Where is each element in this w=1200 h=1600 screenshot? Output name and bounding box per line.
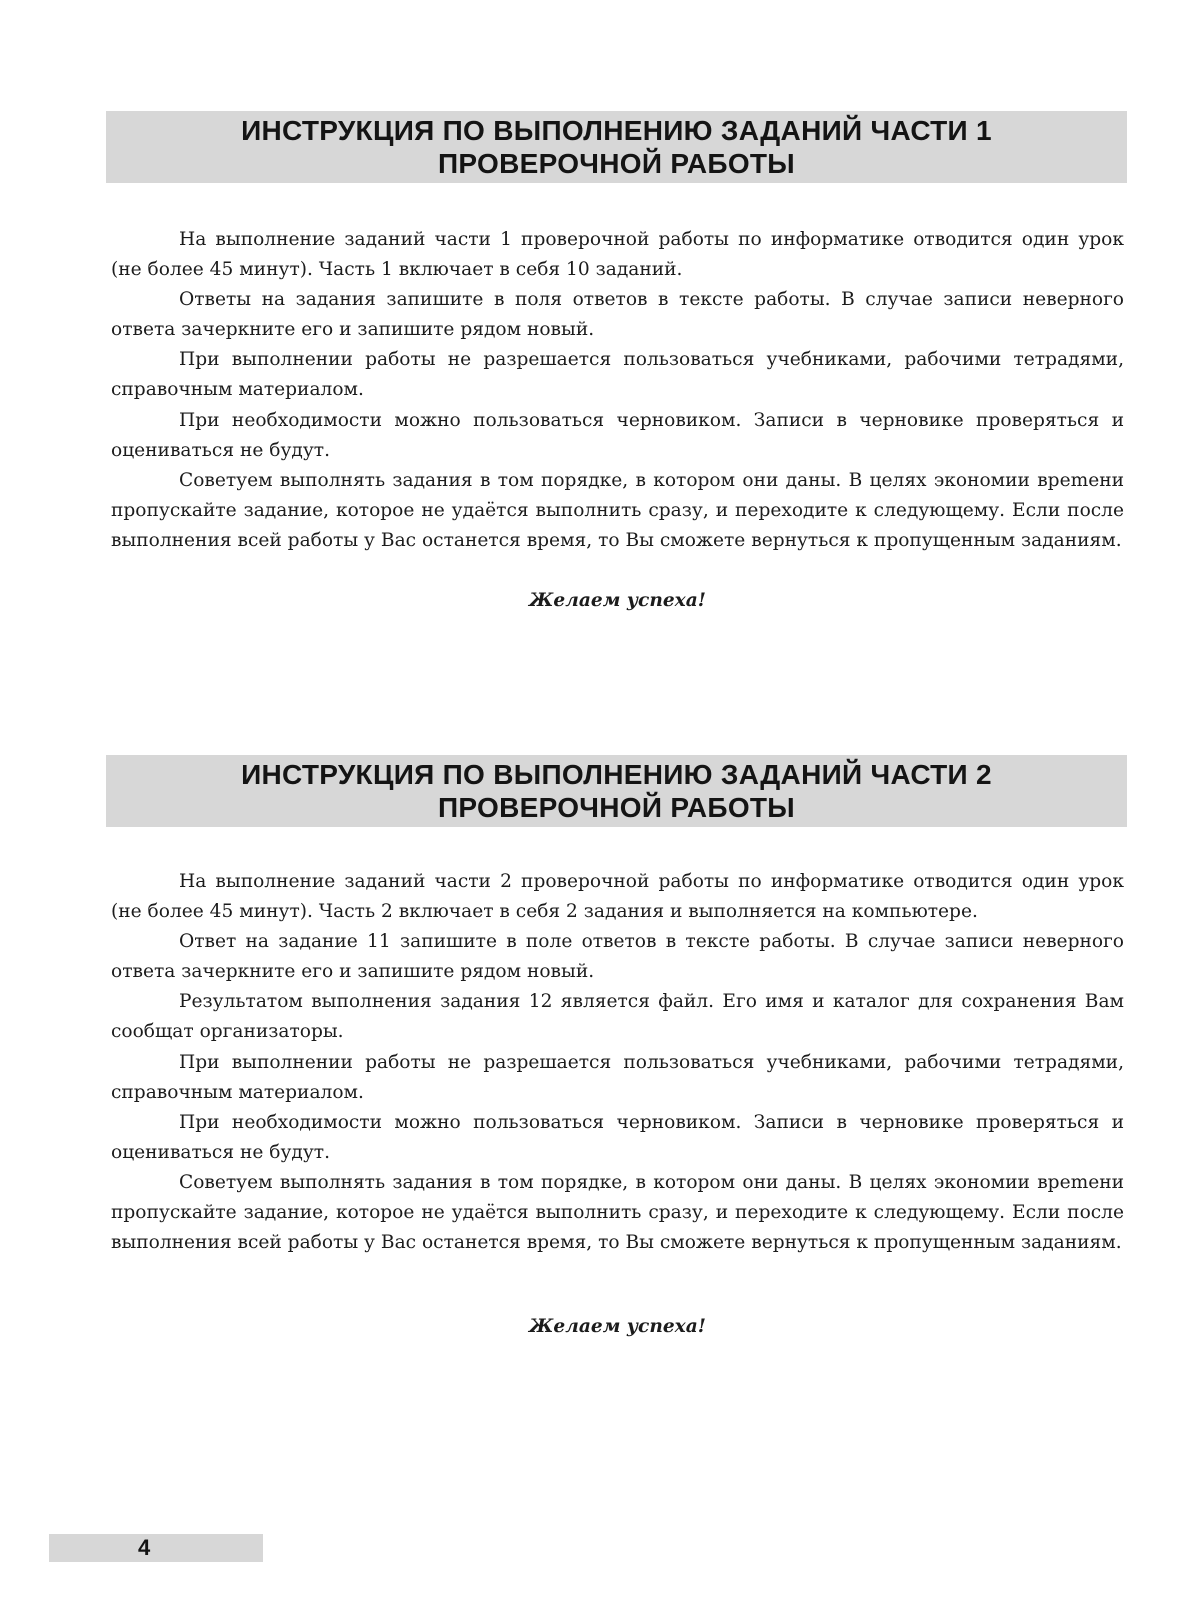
- section1-body: [111, 225, 1124, 556]
- section2-title-line2: ПРОВЕРОЧНОЙ РАБОТЫ: [437, 792, 796, 823]
- section2-closing: Желаем успеха!: [529, 1316, 706, 1337]
- section2-header: [106, 755, 1127, 827]
- section1-paragraph: На выполнение заданий части 1 проверочной работы по информатике отводится один урок (не более 45 минут). Часть 1 включает в себя 10 заданий.: [111, 229, 1124, 281]
- page-number-bar: [49, 1534, 263, 1562]
- section1-header: [106, 111, 1127, 183]
- section2-paragraph: Ответ на задание 11 запишите в поле ответов в тексте работы. В случае записи неверного ответа зачеркните его и запишите рядом новый.: [111, 931, 1124, 983]
- section1-paragraph: Советуем выполнять задания в том порядке, в котором они даны. В целях экономии вреmени пропускайте задание, которое не удаётся выполнить сразу, и переходите к следующему. Если после выполнения всей работы у Вас останется время, то Вы сможете вернуться к пропущенным заданиям.: [111, 469, 1124, 551]
- section2-paragraph: При выполнении работы не разрешается пользоваться учебниками, рабочими тетрадями, справочным материалом.: [111, 1051, 1124, 1103]
- page-number: 4: [138, 1535, 151, 1560]
- section2-paragraph: Советуем выполнять задания в том порядке, в котором они даны. В целях экономии вреmени пропускайте задание, которое не удаётся выполнить сразу, и переходите к следующему. Если после выполнения всей работы у Вас останется время, то Вы сможете вернуться к пропущенным заданиям.: [111, 1171, 1124, 1254]
- section2-body: [111, 867, 1124, 1258]
- section1-paragraph: При необходимости можно пользоваться черновиком. Записи в черновике проверяться и оцениваться не будут.: [111, 409, 1124, 461]
- section2-paragraph: При необходимости можно пользоваться черновиком. Записи в черновике проверяться и оцениваться не будут.: [111, 1111, 1124, 1163]
- section1-closing: Желаем успеха!: [529, 590, 706, 611]
- section1-paragraph: Ответы на задания запишите в поля ответов в тексте работы. В случае записи неверного ответа зачеркните его и запишите рядом новый.: [111, 289, 1124, 341]
- section1-paragraph: При выполнении работы не разрешается пользоваться учебниками, рабочими тетрадями, справочным материалом.: [111, 349, 1124, 401]
- section2-title-line1: ИНСТРУКЦИЯ ПО ВЫПОЛНЕНИЮ ЗАДАНИЙ ЧАСТИ 2: [241, 759, 992, 790]
- section2-paragraph: Результатом выполнения задания 12 является файл. Его имя и каталог для сохранения Вам сообщат организаторы.: [111, 991, 1124, 1043]
- section2-paragraph: На выполнение заданий части 2 проверочной работы по информатике отводится один урок (не более 45 минут). Часть 2 включает в себя 2 задания и выполняется на компьютере.: [111, 871, 1124, 923]
- section1-title-line2: ПРОВЕРОЧНОЙ РАБОТЫ: [437, 148, 796, 179]
- section1-title-line1: ИНСТРУКЦИЯ ПО ВЫПОЛНЕНИЮ ЗАДАНИЙ ЧАСТИ 1: [241, 115, 992, 146]
